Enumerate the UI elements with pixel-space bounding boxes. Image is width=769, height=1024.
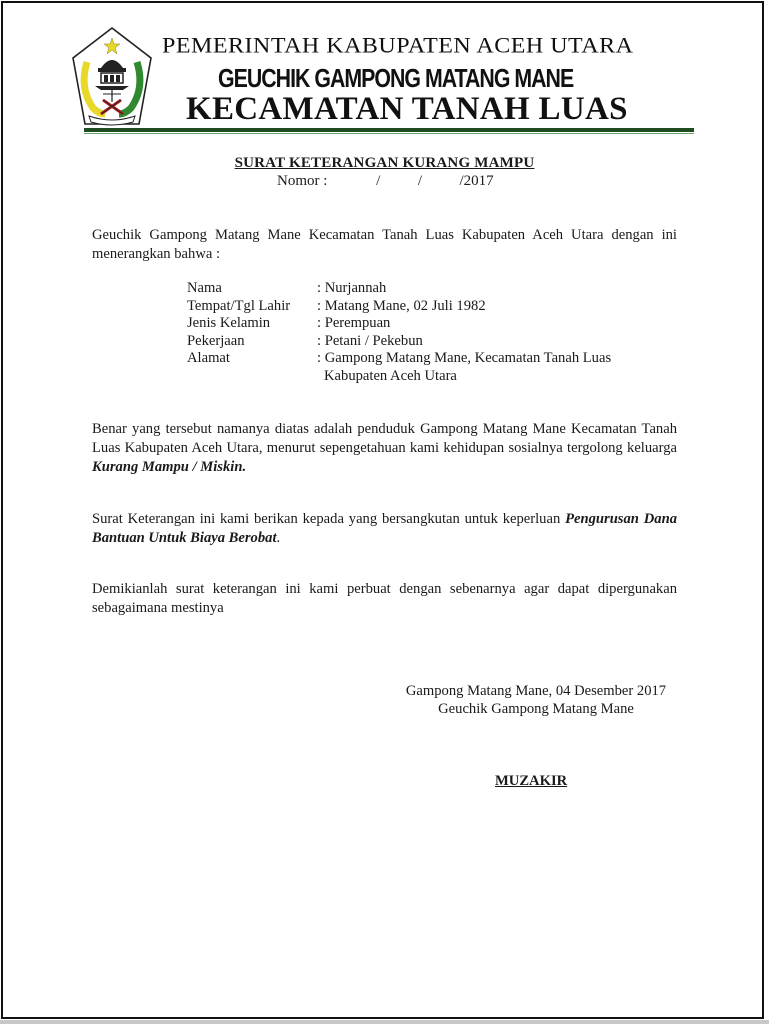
nomor-label: Nomor : (277, 173, 328, 189)
field-label: Jenis Kelamin (187, 315, 271, 331)
purpose-text: Surat Keterangan ini kami berikan kepada yang bersangkutan untuk keperluan (92, 511, 566, 527)
field-row-job (187, 333, 647, 351)
field-label: Alamat (187, 350, 230, 366)
signatory-name: MUZAKIR (495, 773, 568, 789)
field-row-ttl (187, 298, 647, 316)
status-text: Benar yang tersebut namanya diatas adalah penduduk Gampong Matang Mane Kecamatan Tanah Luas Kabupaten Aceh Utara, menurut sepengetahuan kami kehidupan sosialnya tergolong keluarga (92, 421, 677, 456)
purpose-end: . (276, 530, 281, 546)
aceh-utara-emblem-icon (71, 26, 153, 130)
field-row-nama (187, 280, 647, 298)
address-line-2: Kabupaten Aceh Utara (324, 367, 457, 384)
letterhead-district: KECAMATAN TANAH LUAS (186, 91, 628, 127)
document-number (277, 173, 494, 190)
address-line-1: : Gampong Matang Mane, Kecamatan Tanah Luas (317, 350, 612, 366)
field-value: : Nurjannah (317, 280, 387, 296)
signature-place-date: Gampong Matang Mane, 04 Desember 2017 (405, 683, 667, 699)
purpose-emphasis: Pengurusan Dana Bantuan Untuk Biaya Berobat (92, 511, 677, 546)
field-label: Pekerjaan (187, 332, 245, 349)
letterhead-village: GEUCHIK GAMPONG MATANG MANE (218, 63, 574, 93)
field-value (317, 350, 647, 385)
status-paragraph (92, 420, 677, 477)
letterhead-government: PEMERINTAH KABUPATEN ACEH UTARA (162, 34, 634, 58)
document-title: SURAT KETERANGAN KURANG MAMPU (234, 155, 535, 171)
field-value: : Perempuan (317, 315, 391, 331)
signature-block (400, 682, 672, 718)
field-value: : Matang Mane, 02 Juli 1982 (317, 297, 486, 314)
field-label: Nama (187, 280, 222, 296)
closing-paragraph: Demikianlah surat keterangan ini kami perbuat dengan sebenarnya agar dapat dipergunakan sebagaimana mestinya (92, 581, 677, 616)
page-shadow (0, 1020, 769, 1024)
field-row-gender (187, 315, 647, 333)
letterhead-rule-thin (84, 133, 694, 134)
letterhead-rule (84, 128, 694, 132)
purpose-paragraph (92, 510, 677, 548)
person-details (187, 280, 647, 385)
intro-paragraph: Geuchik Gampong Matang Mane Kecamatan Tanah Luas Kabupaten Aceh Utara dengan ini menerangkan bahwa : (92, 227, 677, 262)
status-emphasis: Kurang Mampu / Miskin. (92, 459, 247, 475)
field-row-address (187, 350, 647, 385)
nomor-value: / / /2017 (376, 173, 494, 189)
signature-position: Geuchik Gampong Matang Mane (438, 701, 634, 717)
field-label: Tempat/Tgl Lahir (187, 297, 291, 314)
field-value: : Petani / Pekebun (317, 332, 423, 349)
